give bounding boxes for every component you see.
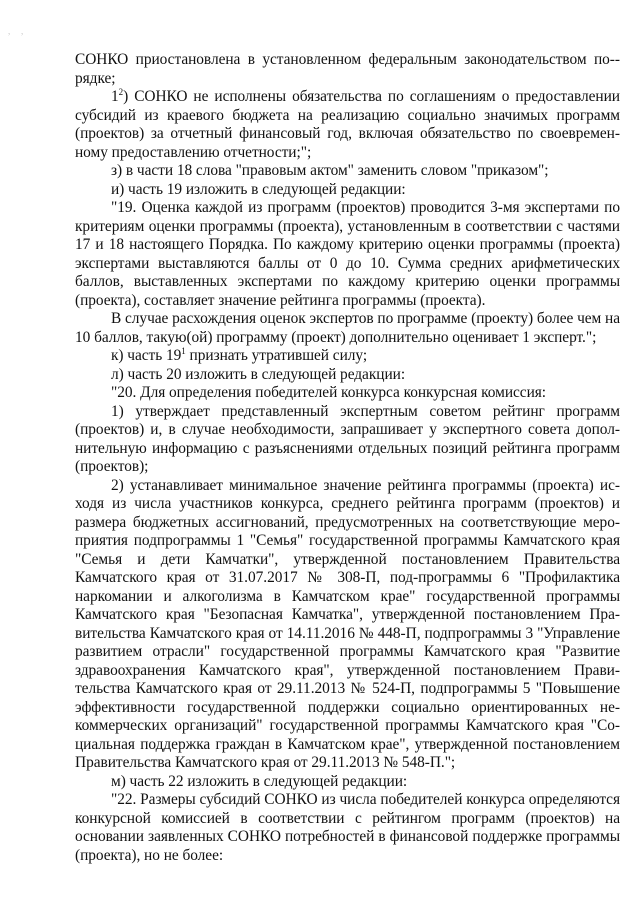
paragraph: "19. Оценка каждой из программ (проектов) проводится 3-мя экспертами по критериям оценки программы (проекта), установленным в соответствии с частями 17 и 18 настоящего Порядка. По каждому критерию оценки программы (проекта) экспертами выставляются баллы от 0 до 10. Сумма средних арифметических баллов, выставленных экспертами по каждому критерию оценки программы (проекта), составляет значение рейтинга программы (проекта). [75, 199, 620, 309]
paragraph: 2) устанавливает минимальное значение рейтинга программы (проекта) исходя из числа участников конкурса, среднего рейтинга программ (проектов) и размера бюджетных ассигнований, предусмотренных на соответствующие мероприятия подпрограммы 1 "Семья" государственной программы Камчатского края "Семья и дети Камчатки", утвержденной постановлением Правительства Камчатского края от 31.07.2017 № 308-П, под-программы 6 "Профилактика наркомании и алкоголизма в Камчатском крае" государственной программы Камчатского края "Безопасная Камчатка", утвержденной постановлением Правительства Камчатского края от 14.11.2016 № 448-П, подпрограммы 3 "Управление развитием отрасли" государственной программы Камчатского края "Развитие здравоохранения Камчатского края", утвержденной постановлением Правительства Камчатского края от 29.11.2013 № 524-П, подпрограммы 5 "Повышение эффективности государственной поддержки социально ориентированных некоммерческих организаций" государственной программы Камчатского края "Социальная поддержка граждан в Камчатском крае", утвержденной постановлением Правительства Камчатского края от 29.11.2013 № 548-П."; [75, 476, 620, 771]
paragraph: к) часть $19^1$ признать утратившей силу; [111, 346, 368, 364]
paragraph: 1) утверждает представленный экспертным советом рейтинг программ (проектов) и, в случае необходимости, запрашивает у экспертного совета дополнительную информацию с разъяснениями отдельных позиций рейтинга программ (проектов); [75, 402, 620, 475]
paragraph: В случае расхождения оценок экспертов по программе (проекту) более чем на 10 баллов, такую(ой) программу (проект) дополнительно оценивает 1 эксперт."; [75, 310, 621, 346]
paragraph: л) часть 20 изложить в следующей редакции: [111, 365, 406, 383]
margin-mark: , [21, 26, 24, 36]
paragraph: "22. Размеры субсидий СОНКО из числа победителей конкурса определяются конкурсной комиссией в соответствии с рейтингом программ (проектов) на основании заявленных СОНКО потребностей в финансовой поддержке программы (проекта), но не более: [75, 791, 620, 864]
paragraph: "20. Для определения победителей конкурса конкурсная комиссия: [111, 384, 547, 401]
paragraph: СОНКО приостановлена в установленном федеральным законодательством по-рядке; [75, 51, 620, 87]
paragraph: $1^2$) СОНКО не исполнены обязательства по соглашениям о предоставлении субсидий из краевого бюджета на реализацию социально значимых программ (проектов) за отчетный финансовый год, включая обязательство по своевременному предоставлению отчетности;"; [75, 87, 620, 161]
paragraph: и) часть 19 изложить в следующей редакции: [111, 180, 406, 198]
document-body [75, 51, 620, 865]
footnote-superscript: 2 [118, 87, 124, 97]
part-superscript: 1 [181, 346, 186, 356]
paragraph: м) часть 22 изложить в следующей редакции: [111, 772, 408, 790]
margin-mark: , [8, 26, 11, 36]
paragraph: з) в части 18 слова "правовым актом" заменить словом "приказом"; [111, 162, 549, 179]
